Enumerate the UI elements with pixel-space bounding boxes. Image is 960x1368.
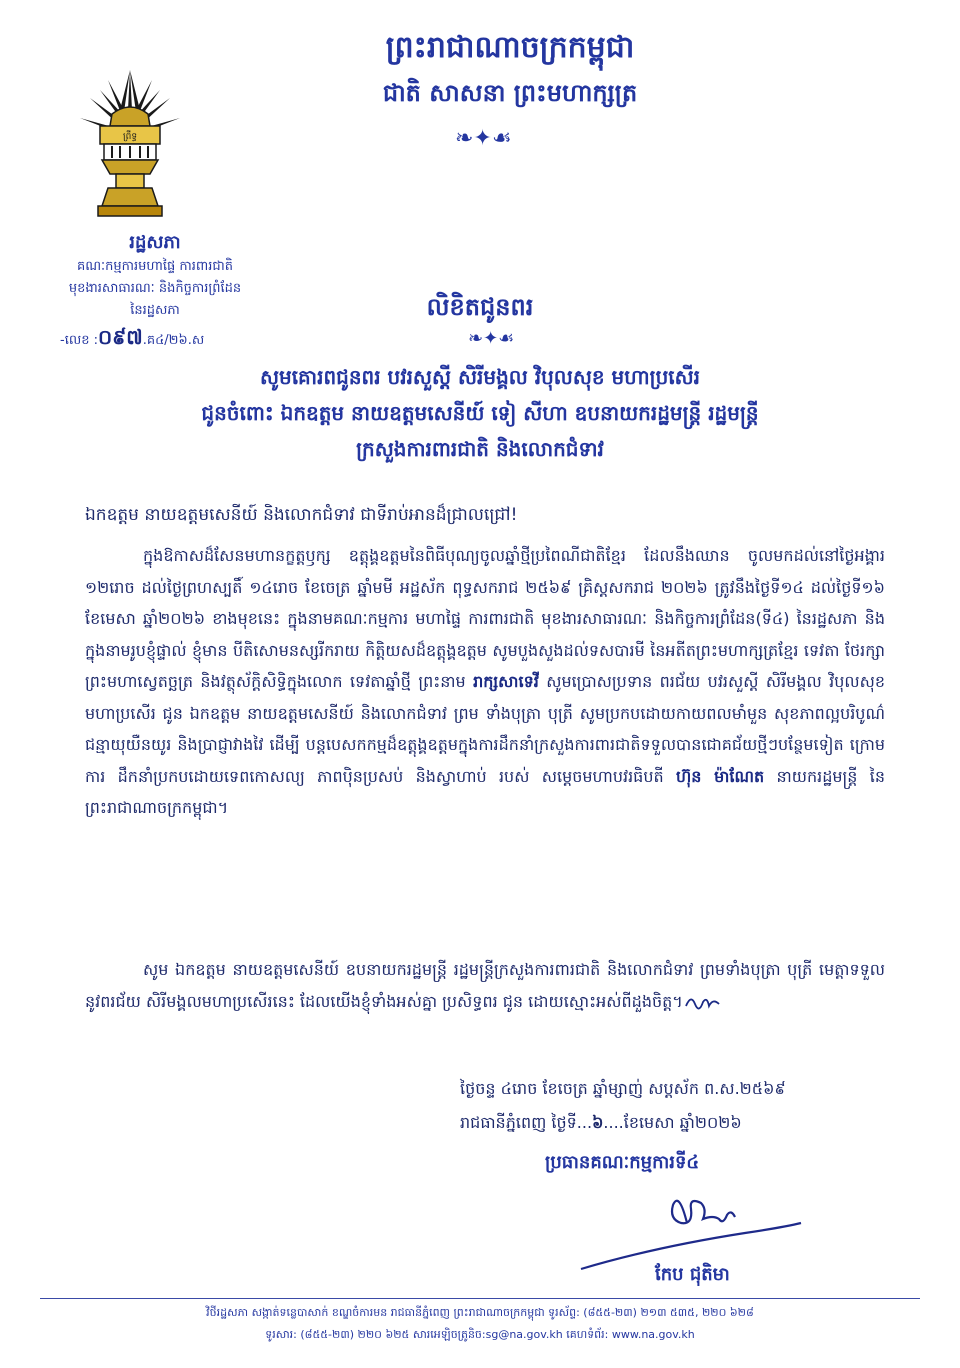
subject-line-2: ជូនចំពោះ ឯកឧត្តម នាយឧត្តមសេនីយ៍ ទៀ សីហា ឧបនាយករដ្ឋមន្ត្រី រដ្ឋមន្ត្រី <box>201 401 759 425</box>
emblem-text: ព្រឹទ្ធ <box>122 132 138 142</box>
place-date-day: ៦ <box>592 1113 604 1132</box>
committee-line-3: នៃរដ្ឋសភា <box>130 303 180 318</box>
place-date <box>460 1112 900 1136</box>
ref-prefix: -លេខ : <box>60 333 98 348</box>
kingdom-title: ព្រះរាជាណាចក្រកម្ពុជា <box>385 30 635 65</box>
body-paragraph-1 <box>85 540 885 824</box>
prime-minister-name: ហ៊ុន ម៉ាណែត <box>675 766 765 786</box>
handwritten-initials-icon <box>683 992 723 1012</box>
p2-text: សូម ឯកឧត្តម នាយឧត្តមសេនីយ៍ ឧបនាយករដ្ឋមន្ត្រី រដ្ឋមន្ត្រីក្រសួងការពារជាតិ និងលោកជំទាវ ព្រមទាំងបុត្រា បុត្រី មេត្តាទទួលនូវពរជ័យ សិរីមង្គលមហាប្រសើរនេះ ដែលយើងខ្ញុំទាំងអស់គ្នា ប្រសិទ្ធពរ ជូន ដោយស្មោះអស់ពីដួងចិត្ត។ <box>85 960 885 1011</box>
signer-name: កែប ជុតិមា <box>655 1264 730 1285</box>
ref-number: ០៩៧ <box>97 325 143 349</box>
p1-text-c: នាយករដ្ឋមន្ត្រី នៃព្រះរាជាណាចក្រកម្ពុជា។ <box>85 766 886 817</box>
place-date-prefix: រាជធានីភ្នំពេញ ថ្ងៃទី... <box>460 1113 593 1132</box>
committee-line-2: មុខងារសាធារណៈ និងកិច្ចការព្រំដែន <box>68 281 242 296</box>
subject-line-1: សូមគោរពជូនពរ បវរសួស្តី សិរីមង្គល វិបុលសុខ មហាប្រសើរ <box>259 365 701 389</box>
salutation: ឯកឧត្តម នាយឧត្តមសេនីយ៍ និងលោកជំទាវ ជាទីរាប់អានដ៏ជ្រាលជ្រៅ! <box>85 505 518 525</box>
committee-line-1: គណៈកម្មការមហាផ្ទៃ ការពារជាតិ <box>77 259 233 274</box>
subject-line-3: ក្រសួងការពារជាតិ និងលោកជំទាវ <box>356 437 604 461</box>
deity-name: រាក្សសាទេវី <box>473 672 539 691</box>
title-ornament: ❧✦☙ <box>468 328 515 349</box>
ref-suffix: .គ៤/២៦.ស <box>142 333 205 348</box>
footer-divider <box>40 1298 920 1299</box>
header-ornament: ❧✦☙ <box>455 126 512 151</box>
body-paragraph-2 <box>85 954 885 1017</box>
document-title: លិខិតជូនពរ <box>426 293 534 321</box>
place-date-suffix: ....ខែមេសា ឆ្នាំ២០២៦ <box>603 1113 742 1132</box>
signer-title: ប្រធានគណៈកម្មការទី៤ <box>545 1152 700 1173</box>
national-assembly-emblem-icon <box>78 70 182 220</box>
footer-address: វិថីរដ្ឋសភា សង្កាត់ទន្លេបាសាក់ ខណ្ឌចំការមន រាជធានីភ្នំពេញ ព្រះរាជាណាចក្រកម្ពុជា ទូរស័ព្ទ: (៨៥៥-២៣) ២១៣ ៥៣៥, ២២០ ៦២៨ <box>206 1306 754 1319</box>
reference-number <box>60 324 204 354</box>
p1-text-a: ក្នុងឱកាសដ៏សែនមហានក្ខត្តឫក្ស ឧត្តុង្គឧត្តមនៃពិធីបុណ្យចូលឆ្នាំថ្មីប្រពៃណីជាតិខ្មែរ ដែលនឹងឈាន ចូលមកដល់នៅថ្ងៃអង្គារ ១២រោច ដល់ថ្ងៃព្រហស្បតិ៍ ១៤រោច ខែចេត្រ ឆ្នាំមមី អដ្ឋស័ក ពុទ្ធសករាជ ២៥៦៩ គ្រិស្តសករាជ ២០២៦ ត្រូវនឹងថ្ងៃទី១៤ ដល់ថ្ងៃទី១៦ ខែមេសា ឆ្នាំ២០២៦ ខាងមុខនេះ ក្នុងនាមគណៈកម្មការ មហាផ្ទៃ ការពារជាតិ មុខងារសាធារណៈ និងកិច្ចការព្រំដែន(ទី៤) នៃរដ្ឋសភា និងក្នុងនាមរូបខ្ញុំផ្ទាល់ ខ្ញុំមាន បីតិសោមនស្សរីករាយ កិត្តិយសដ៏ឧត្តុង្គឧត្តម សូមបួងសួងដល់ទសបារមី នៃអតីតព្រះមហាក្សត្រខ្មែរ ទេវតា ថែរក្សាព្រះមហាស្វេតច្ឆត្រ និងវត្ថុស័ក្តិសិទ្ធិក្នុងលោក ទេវតាឆ្នាំថ្មី ព្រះនាម <box>85 546 885 691</box>
lunar-date: ថ្ងៃចន្ទ ៤រោច ខែចេត្រ ឆ្នាំម្សាញ់ សប្តស័ក ព.ស.២៥៦៩ <box>460 1079 786 1098</box>
p1-text-b: សូមប្រោសប្រទាន ពរជ័យ បវរសួស្តី សិរីមង្គល វិបុលសុខមហាប្រសើរ ជូន ឯកឧត្តម នាយឧត្តមសេនីយ៍ និងលោកជំទាវ ព្រម ទាំងបុត្រា បុត្រី សូមប្រកបដោយកាយពលមាំមួន សុខភាពល្អបរិបូណ៌ ជន្មាយុយឺនយូរ និងប្រាជ្ញាវាងវៃ ដើម្បី បន្តបេសកកម្មដ៏ឧត្តុង្គឧត្តមក្នុងការដឹកនាំក្រសួងការពារជាតិទទួលបានជោគជ័យថ្មីៗបន្ថែមទៀត ក្រោមការ ដឹកនាំប្រកបដោយទេពកោសល្យ ភាពប៉ិនប្រសប់ និងស្វាហាប់ របស់ សម្តេចមហាបវរធិបតី <box>85 672 885 786</box>
kingdom-motto: ជាតិ សាសនា ព្រះមហាក្សត្រ <box>382 79 638 107</box>
footer-contact: ទូរសារ: (៨៥៥-២៣) ២២០ ៦២៥ សារអេឡិចត្រូនិច:sg@na.gov.kh គេហទំព័រ: www.na.gov.kh <box>265 1328 695 1341</box>
sender-org: រដ្ឋសភា <box>129 232 181 253</box>
